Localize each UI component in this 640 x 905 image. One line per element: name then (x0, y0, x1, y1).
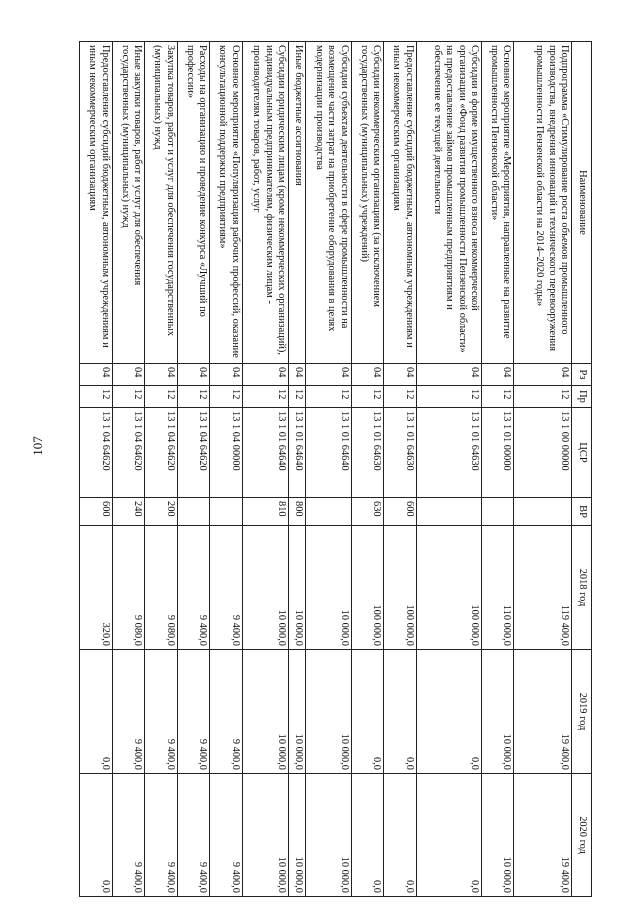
row-name: Закупка товаров, работ и услуг для обеспечения государственных (муниципальных) нужд (145, 42, 178, 364)
table-row (145, 42, 178, 897)
row-name: Предоставление субсидий бюджетным, автономным учреждениям и иным некоммерческим организациям (384, 42, 417, 364)
row-2019: 9 400,0 (210, 650, 243, 774)
row-rz: 04 (80, 364, 113, 386)
row-vr: 600 (80, 498, 113, 526)
row-rz: 04 (112, 364, 145, 386)
row-2020: 0,0 (384, 774, 417, 897)
row-vr: 200 (145, 498, 178, 526)
row-pr: 12 (514, 386, 572, 408)
row-rz: 04 (288, 364, 305, 386)
row-name: Подпрограмма «Стимулирование роста объемов промышленного производства, внедрения инноваций и технического перевооружения промышленности Пензенской области на 2014–2020 годы» (514, 42, 572, 364)
row-name: Предоставление субсидий бюджетным, автономным учреждениям и иным некоммерческим организациям (80, 42, 113, 364)
row-rz: 04 (416, 364, 481, 386)
column-header-2020: 2020 год (572, 774, 592, 897)
row-rz: 04 (177, 364, 210, 386)
row-2019: 10 000,0 (288, 650, 305, 774)
row-pr: 12 (481, 386, 514, 408)
row-2018: 10 000,0 (242, 526, 288, 650)
row-2019: 0,0 (351, 650, 384, 774)
row-pr: 12 (80, 386, 113, 408)
row-pr: 12 (351, 386, 384, 408)
row-rz: 04 (514, 364, 572, 386)
row-2020: 0,0 (80, 774, 113, 897)
column-header-pr: Пр (572, 386, 592, 408)
row-name: Иные бюджетные ассигнования (288, 42, 305, 364)
row-2020: 10 000,0 (481, 774, 514, 897)
row-csr: 13 1 00 00000 (514, 408, 572, 498)
table-row (514, 42, 572, 897)
row-2019: 9 400,0 (177, 650, 210, 774)
table-row (288, 42, 305, 897)
row-rz: 04 (145, 364, 178, 386)
row-2018: 9 080,0 (145, 526, 178, 650)
row-vr (305, 498, 351, 526)
row-2019: 10 000,0 (242, 650, 288, 774)
row-2019: 9 400,0 (112, 650, 145, 774)
row-2018: 10 000,0 (305, 526, 351, 650)
row-2018: 9 400,0 (177, 526, 210, 650)
row-rz: 04 (384, 364, 417, 386)
row-csr: 13 1 04 64620 (112, 408, 145, 498)
table-row (481, 42, 514, 897)
row-pr: 12 (416, 386, 481, 408)
row-2018: 9 400,0 (210, 526, 243, 650)
row-csr: 13 1 01 64630 (351, 408, 384, 498)
row-csr: 13 1 01 00000 (481, 408, 514, 498)
row-pr: 12 (210, 386, 243, 408)
row-2018: 9 080,0 (112, 526, 145, 650)
row-2020: 9 400,0 (210, 774, 243, 897)
row-2018: 10 000,0 (288, 526, 305, 650)
row-2020: 19 400,0 (514, 774, 572, 897)
table-row (351, 42, 384, 897)
row-rz: 04 (242, 364, 288, 386)
row-name: Субсидии субъектам деятельности в сфере промышленности на возмещение части затрат на приобретение оборудования в целях модернизации производства (305, 42, 351, 364)
column-header-name: Наименование (572, 42, 592, 364)
row-rz: 04 (481, 364, 514, 386)
row-2020: 9 400,0 (177, 774, 210, 897)
row-2020: 10 000,0 (305, 774, 351, 897)
row-2020: 9 400,0 (112, 774, 145, 897)
row-name: Субсидии юридическим лицам (кроме некоммерческих организаций), индивидуальным предпринимателям, физическим лицам - производителям товаров, работ, услуг (242, 42, 288, 364)
table-row (210, 42, 243, 897)
row-2020: 10 000,0 (288, 774, 305, 897)
row-csr: 13 1 01 64640 (242, 408, 288, 498)
row-vr: 630 (351, 498, 384, 526)
column-header-2019: 2019 год (572, 650, 592, 774)
row-vr: 810 (242, 498, 288, 526)
row-2018: 100 000,0 (384, 526, 417, 650)
row-csr: 13 1 04 64620 (80, 408, 113, 498)
row-vr (416, 498, 481, 526)
row-vr (210, 498, 243, 526)
row-2018: 100 000,0 (351, 526, 384, 650)
row-2020: 0,0 (351, 774, 384, 897)
row-name: Субсидии в форме имущественного взноса некоммерческой организации «Фонд развития промышленности Пензенской области» на предоставление займов промышленным предприятиям и обеспечение ее текущей деятельности (416, 42, 481, 364)
row-csr: 13 1 01 64630 (384, 408, 417, 498)
table-row (242, 42, 288, 897)
row-pr: 12 (384, 386, 417, 408)
budget-table (79, 41, 592, 897)
row-pr: 12 (242, 386, 288, 408)
row-name: Иные закупки товаров, работ и услуг для обеспечения государственных (муниципальных) нужд (112, 42, 145, 364)
row-pr: 12 (177, 386, 210, 408)
row-rz: 04 (210, 364, 243, 386)
row-rz: 04 (305, 364, 351, 386)
table-row (177, 42, 210, 897)
row-csr: 13 1 04 64620 (177, 408, 210, 498)
row-vr: 800 (288, 498, 305, 526)
row-vr (481, 498, 514, 526)
row-2020: 0,0 (416, 774, 481, 897)
row-name: Субсидии некоммерческим организациям (за исключением государственных (муниципальных) учреждений) (351, 42, 384, 364)
row-vr (177, 498, 210, 526)
column-header-vr: ВР (572, 498, 592, 526)
table-header-row (572, 42, 592, 897)
row-pr: 12 (145, 386, 178, 408)
row-2019: 0,0 (384, 650, 417, 774)
budget-table-page (79, 41, 592, 896)
row-2020: 10 000,0 (242, 774, 288, 897)
row-2019: 10 000,0 (305, 650, 351, 774)
row-2018: 110 000,0 (481, 526, 514, 650)
row-rz: 04 (351, 364, 384, 386)
table-row (112, 42, 145, 897)
row-2019: 19 400,0 (514, 650, 572, 774)
row-2019: 0,0 (80, 650, 113, 774)
row-csr: 13 1 01 64640 (288, 408, 305, 498)
column-header-rz: Рз (572, 364, 592, 386)
row-name: Расходы на организацию и проведение конкурса «Лучший по профессии» (177, 42, 210, 364)
row-vr (514, 498, 572, 526)
row-2018: 100 000,0 (416, 526, 481, 650)
row-pr: 12 (305, 386, 351, 408)
page-number: 107 (30, 436, 45, 456)
table-row (416, 42, 481, 897)
column-header-csr: ЦСР (572, 408, 592, 498)
row-pr: 12 (288, 386, 305, 408)
row-name: Основное мероприятие «Популяризация рабочих профессий, оказание консультационной поддержки предприятиям» (210, 42, 243, 364)
row-csr: 13 1 04 64620 (145, 408, 178, 498)
table-row (80, 42, 113, 897)
row-vr: 600 (384, 498, 417, 526)
column-header-2018: 2018 год (572, 526, 592, 650)
row-2018: 320,0 (80, 526, 113, 650)
row-2019: 0,0 (416, 650, 481, 774)
row-2020: 9 400,0 (145, 774, 178, 897)
row-name: Основное мероприятие «Мероприятия, направленные на развитие промышленности Пензенской области» (481, 42, 514, 364)
row-2019: 9 400,0 (145, 650, 178, 774)
row-csr: 13 1 01 64630 (416, 408, 481, 498)
row-2018: 119 400,0 (514, 526, 572, 650)
row-vr: 240 (112, 498, 145, 526)
row-csr: 13 1 04 00000 (210, 408, 243, 498)
row-csr: 13 1 01 64640 (305, 408, 351, 498)
table-row (384, 42, 417, 897)
table-row (305, 42, 351, 897)
row-2019: 10 000,0 (481, 650, 514, 774)
row-pr: 12 (112, 386, 145, 408)
